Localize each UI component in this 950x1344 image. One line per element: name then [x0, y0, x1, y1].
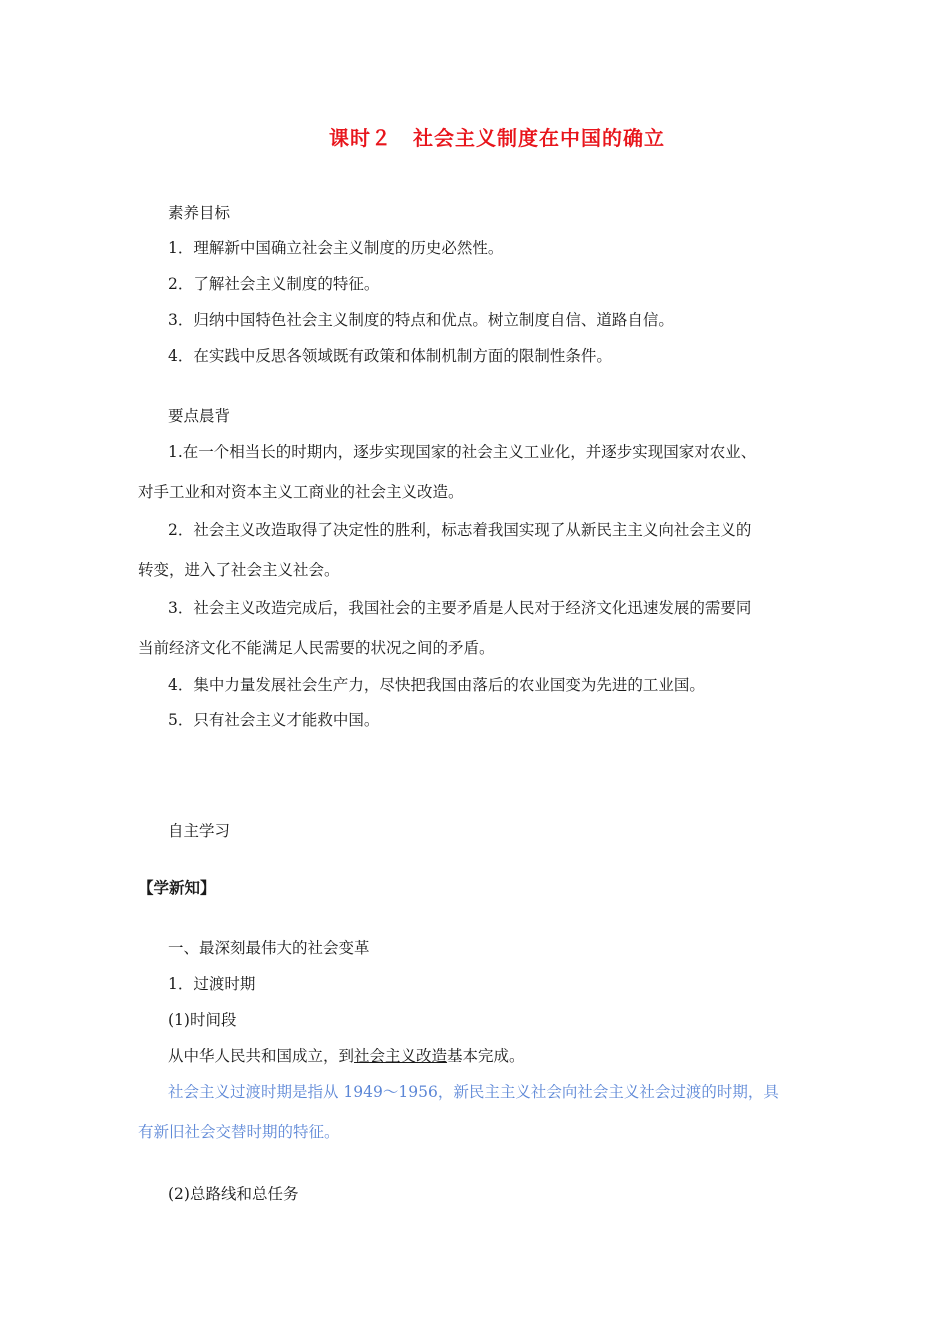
recite-point-5: 5．只有社会主义才能救中国。: [168, 711, 380, 729]
recite-point-3: 3．社会主义改造完成后，我国社会的主要矛盾是人民对于经济文化迅速发展的需要同: [168, 599, 752, 617]
goal-item: 4．在实践中反思各领域既有政策和体制机制方面的限制性条件。: [168, 347, 612, 365]
answer-line: [168, 1046, 525, 1066]
goal-item: 1．理解新中国确立社会主义制度的历史必然性。: [168, 239, 504, 257]
subtopic-heading: 1．过渡时期: [168, 975, 256, 993]
goal-item: 3．归纳中国特色社会主义制度的特点和优点。树立制度自信、道路自信。: [168, 311, 674, 329]
section-label: 【学新知】: [138, 879, 216, 897]
recite-point-2-cont: 转变，进入了社会主义社会。: [138, 561, 340, 579]
lesson-title: 课时２ 社会主义制度在中国的确立: [329, 126, 665, 150]
topic-heading: 一、最深刻最伟大的社会变革: [168, 939, 370, 957]
goal-item: 2．了解社会主义制度的特征。: [168, 275, 380, 293]
recite-point-2: 2．社会主义改造取得了决定性的胜利，标志着我国实现了从新民主主义向社会主义的: [168, 521, 752, 539]
study-heading: 自主学习: [168, 822, 231, 840]
goals-heading: 素养目标: [168, 204, 231, 222]
recite-point-1-cont: 对手工业和对资本主义工商业的社会主义改造。: [138, 483, 464, 501]
recite-point-4: 4．集中力量发展社会生产力，尽快把我国由落后的农业国变为先进的工业国。: [168, 676, 705, 694]
sub-subtopic-heading: (1)时间段: [168, 1011, 237, 1029]
recite-heading: 要点晨背: [168, 407, 231, 425]
note-line-cont: 有新旧社会交替时期的特征。: [138, 1123, 340, 1141]
recite-point-1: 1.在一个相当长的时期内，逐步实现国家的社会主义工业化，并逐步实现国家对农业、: [168, 443, 757, 461]
note-line: 社会主义过渡时期是指从 1949～1956，新民主主义社会向社会主义社会过渡的时期，具: [168, 1083, 779, 1101]
answer-text-pre: 从中华人民共和国成立，到: [168, 1047, 355, 1065]
recite-point-3-cont: 当前经济文化不能满足人民需要的状况之间的矛盾。: [138, 639, 495, 657]
answer-text-post: 基本完成。: [447, 1047, 525, 1065]
answer-underlined: 社会主义改造: [354, 1047, 448, 1065]
sub-subtopic-heading: (2)总路线和总任务: [168, 1185, 299, 1203]
